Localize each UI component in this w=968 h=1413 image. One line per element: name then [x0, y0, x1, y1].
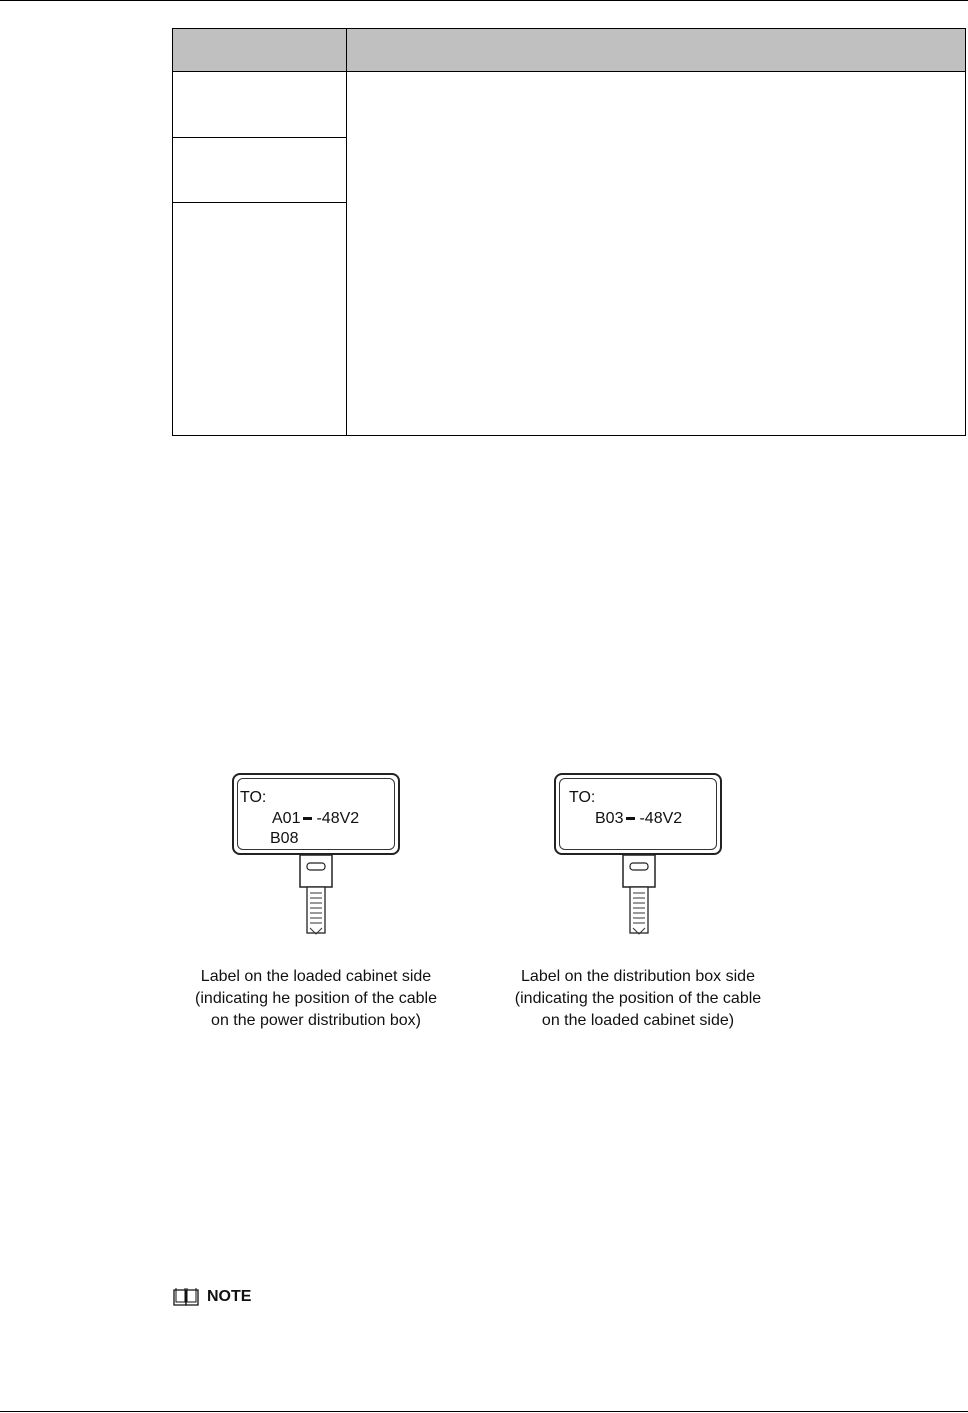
caption-distribution-side: [488, 966, 788, 1032]
label-voltage: -48V2: [639, 810, 683, 827]
label-line1: [595, 809, 682, 828]
caption-line: on the power distribution box): [211, 1012, 421, 1029]
cable-tie-icon: [232, 855, 402, 939]
cable-tie-icon: [554, 855, 724, 939]
cable-label-cabinet-side: [232, 773, 402, 939]
parameter-table: [172, 28, 966, 436]
caption-line: (indicating he position of the cable: [195, 990, 437, 1007]
note-callout: [172, 1286, 251, 1308]
label-line1: [272, 809, 359, 828]
table-description-cell: [347, 72, 965, 435]
table-row-cell: [173, 138, 346, 203]
caption-line: on the loaded cabinet side): [541, 1012, 735, 1029]
table-row-cell: [173, 203, 346, 435]
header-rule: [0, 0, 968, 1]
label-heading: TO:: [569, 789, 596, 806]
book-icon: [172, 1287, 202, 1307]
label-line2: B08: [270, 830, 299, 847]
cable-label-distribution-side: [554, 773, 724, 939]
dash-mark: [626, 817, 635, 820]
caption-cabinet-side: [166, 966, 466, 1032]
dash-mark: [303, 817, 312, 820]
caption-line: Label on the loaded cabinet side: [200, 968, 432, 985]
label-position: B03: [595, 810, 624, 827]
caption-line: (indicating the position of the cable: [514, 990, 762, 1007]
table-row-cell: [173, 72, 346, 138]
footer-rule: [0, 1411, 968, 1412]
caption-line: Label on the distribution box side: [521, 968, 755, 985]
label-position: A01: [272, 810, 301, 827]
label-heading: TO:: [240, 789, 267, 806]
label-voltage: -48V2: [316, 810, 360, 827]
note-label: NOTE: [207, 1288, 252, 1305]
table-header-row: [173, 29, 965, 72]
